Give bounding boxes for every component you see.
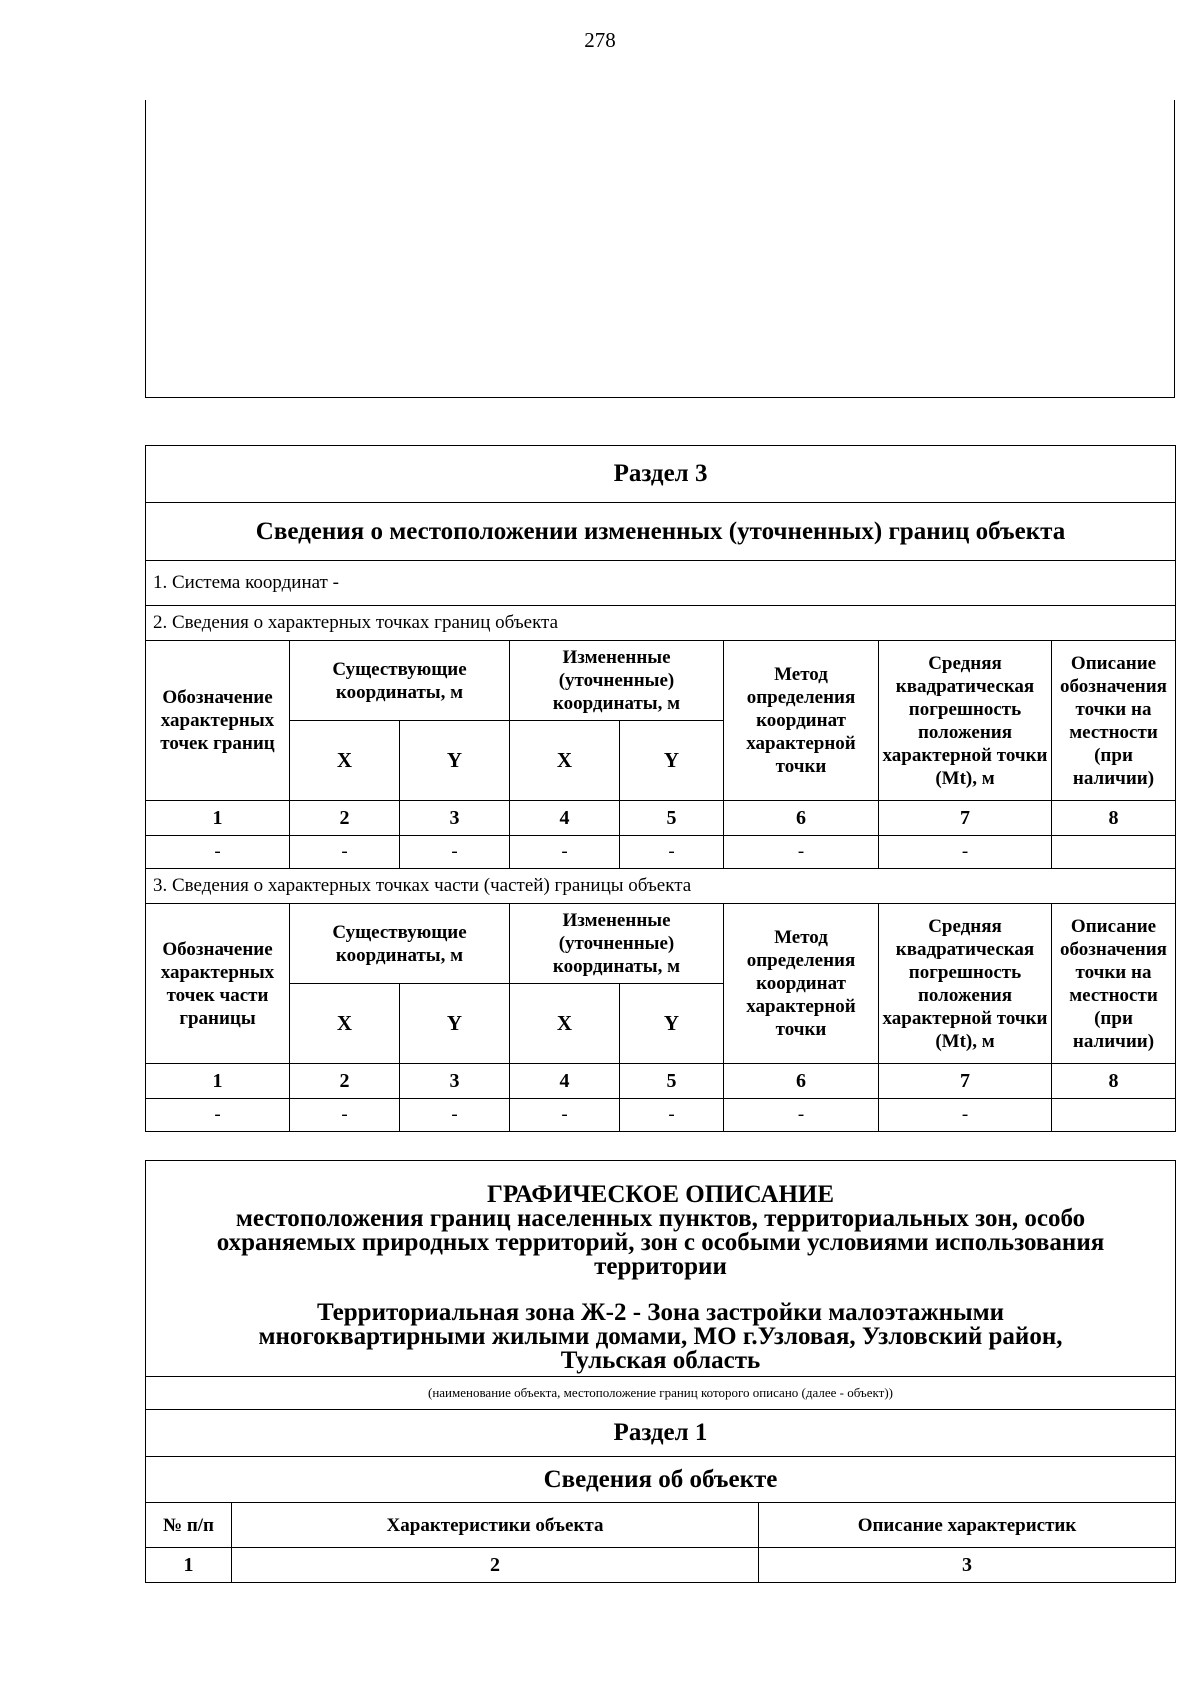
- graphic-description-table: [145, 1160, 1176, 1583]
- table-cell: -: [510, 836, 620, 869]
- header-y: Y: [400, 984, 510, 1064]
- column-number: 2: [232, 1548, 759, 1583]
- coordinate-system: 1. Система координат -: [146, 561, 1176, 606]
- header-y: Y: [620, 721, 724, 801]
- column-number: 6: [724, 801, 879, 836]
- graphic-subtitle-line3: территории: [594, 1253, 727, 1280]
- object-caption: (наименование объекта, местоположение границ которого описано (далее - объект)): [146, 1377, 1176, 1410]
- header-existing-coords: Существующие координаты, м: [290, 641, 510, 721]
- table-cell: -: [146, 1099, 290, 1132]
- graphic-subtitle-line1: местоположения границ населенных пунктов, территориальных зон, особо: [235, 1205, 1086, 1232]
- column-number: 1: [146, 1548, 232, 1583]
- column-number: 1: [146, 1064, 290, 1099]
- column-number: 3: [759, 1548, 1176, 1583]
- graphic-header: [146, 1161, 1176, 1377]
- header-method: Метод определения координат характерной точки: [724, 904, 879, 1064]
- header-error: Средняя квадратическая погрешность положения характерной точки (Mt), м: [879, 904, 1052, 1064]
- header-y: Y: [620, 984, 724, 1064]
- header-x: X: [510, 984, 620, 1064]
- column-number: 8: [1052, 1064, 1176, 1099]
- table-cell: [1052, 1099, 1176, 1132]
- header-designation-part: Обозначение характерных точек части границы: [146, 904, 290, 1064]
- table-cell: -: [879, 1099, 1052, 1132]
- graphic-subtitle-line2: охраняемых природных территорий, зон с особыми условиями использования: [216, 1229, 1105, 1256]
- table-cell: -: [400, 836, 510, 869]
- section-3-table: [145, 445, 1176, 1132]
- object-name-line2: многоквартирными жилыми домами, МО г.Узловая, Узловский район,: [258, 1323, 1063, 1350]
- column-number: 1: [146, 801, 290, 836]
- header-designation: Обозначение характерных точек границ: [146, 641, 290, 801]
- column-number: 4: [510, 801, 620, 836]
- table-row: [146, 836, 1176, 869]
- header-characteristics: Характеристики объекта: [232, 1503, 759, 1548]
- table-cell: -: [290, 1099, 400, 1132]
- header-description: Описание обозначения точки на местности (при наличии): [1052, 641, 1176, 801]
- header-existing-coords: Существующие координаты, м: [290, 904, 510, 984]
- header-x: X: [510, 721, 620, 801]
- part-points-heading: 3. Сведения о характерных точках части (частей) границы объекта: [146, 869, 1176, 904]
- column-number: 4: [510, 1064, 620, 1099]
- column-number: 5: [620, 1064, 724, 1099]
- header-x: X: [290, 721, 400, 801]
- table-cell: -: [400, 1099, 510, 1132]
- object-name-line1: Территориальная зона Ж-2 - Зона застройки малоэтажными: [316, 1299, 1005, 1326]
- header-error: Средняя квадратическая погрешность положения характерной точки (Mt), м: [879, 641, 1052, 801]
- table-cell: -: [146, 836, 290, 869]
- page-number: 278: [584, 28, 616, 52]
- column-number: 2: [290, 801, 400, 836]
- column-number: 7: [879, 801, 1052, 836]
- column-number: 2: [290, 1064, 400, 1099]
- section-3-subtitle: Сведения о местоположении измененных (уточненных) границ объекта: [146, 503, 1176, 561]
- table-cell: -: [620, 1099, 724, 1132]
- column-number: 3: [400, 801, 510, 836]
- table-cell: -: [724, 836, 879, 869]
- section-1-subtitle: Сведения об объекте: [146, 1457, 1176, 1503]
- column-number: 5: [620, 801, 724, 836]
- header-x: X: [290, 984, 400, 1064]
- table-cell: -: [290, 836, 400, 869]
- previous-section-frame: [145, 100, 1175, 398]
- header-changed-coords: Измененные (уточненные) координаты, м: [510, 904, 724, 984]
- section-3-title: Раздел 3: [146, 446, 1176, 503]
- header-y: Y: [400, 721, 510, 801]
- table-cell: -: [620, 836, 724, 869]
- header-characteristics-description: Описание характеристик: [759, 1503, 1176, 1548]
- header-method: Метод определения координат характерной точки: [724, 641, 879, 801]
- section-3: [145, 445, 1175, 1132]
- graphic-title: ГРАФИЧЕСКОЕ ОПИСАНИЕ: [486, 1181, 835, 1208]
- table-cell: -: [724, 1099, 879, 1132]
- header-description: Описание обозначения точки на местности (при наличии): [1052, 904, 1176, 1064]
- table-cell: [1052, 836, 1176, 869]
- object-name-line3: Тульская область: [560, 1347, 761, 1374]
- graphic-description: [145, 1160, 1175, 1583]
- section-1-title: Раздел 1: [146, 1410, 1176, 1457]
- header-changed-coords: Измененные (уточненные) координаты, м: [510, 641, 724, 721]
- header-number: № п/п: [146, 1503, 232, 1548]
- boundary-points-heading: 2. Сведения о характерных точках границ объекта: [146, 606, 1176, 641]
- column-number: 3: [400, 1064, 510, 1099]
- table-cell: -: [510, 1099, 620, 1132]
- table-row: [146, 1099, 1176, 1132]
- table-cell: -: [879, 836, 1052, 869]
- column-number: 6: [724, 1064, 879, 1099]
- column-number: 8: [1052, 801, 1176, 836]
- column-number: 7: [879, 1064, 1052, 1099]
